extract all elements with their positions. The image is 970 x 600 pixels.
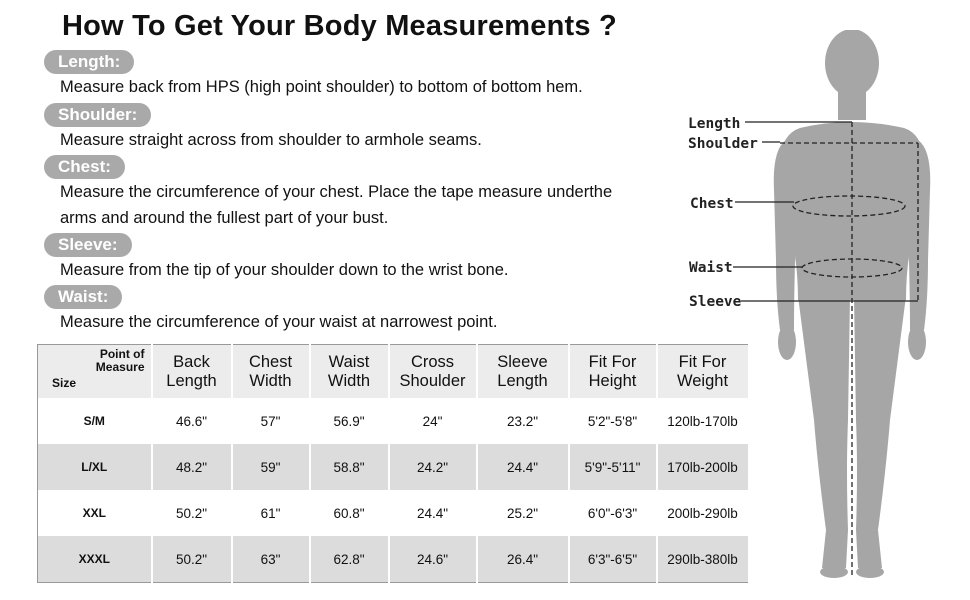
sleeve-description: Measure from the tip of your shoulder down to the wrist bone.	[60, 261, 509, 279]
table-cell: 5'2"-5'8"	[569, 398, 657, 444]
table-cell: 25.2"	[477, 490, 569, 536]
figure-label-chest: Chest	[690, 196, 734, 212]
table-cell: 57"	[232, 398, 310, 444]
figure-label-length: Length	[688, 116, 741, 132]
figure-right-leg	[854, 296, 906, 568]
table-cell: 23.2"	[477, 398, 569, 444]
header-chest-width: Chest Width	[232, 345, 310, 399]
figure-right-foot	[856, 566, 884, 578]
human-silhouette	[774, 30, 931, 578]
table-cell: 24.4"	[477, 444, 569, 490]
table-cell: 5'9"-5'11"	[569, 444, 657, 490]
length-label: Length:	[44, 50, 134, 74]
figure-left-leg	[798, 296, 850, 568]
table-cell: 6'0"-6'3"	[569, 490, 657, 536]
table-row	[38, 536, 749, 583]
figure-left-foot	[820, 566, 848, 578]
figure-left-hand	[778, 324, 796, 360]
figure-head	[825, 30, 879, 97]
table-cell: 170lb-200lb	[657, 444, 749, 490]
table-cell: 290lb-380lb	[657, 536, 749, 583]
table-row	[38, 490, 749, 536]
table-cell: 24.2"	[389, 444, 477, 490]
table-cell: 58.8"	[310, 444, 389, 490]
size-cell: S/M	[38, 398, 152, 444]
length-description: Measure back from HPS (high point shoulder) to bottom of bottom hem.	[60, 78, 583, 96]
table-cell: 62.8"	[310, 536, 389, 583]
shoulder-description: Measure straight across from shoulder to armhole seams.	[60, 131, 482, 149]
table-cell: 56.9"	[310, 398, 389, 444]
sleeve-label: Sleeve:	[44, 233, 132, 257]
table-cell: 24.6"	[389, 536, 477, 583]
figure-label-shoulder: Shoulder	[688, 136, 758, 152]
point-of-measure-label: Point of Measure	[95, 347, 145, 374]
chest-label: Chest:	[44, 155, 125, 179]
table-cell: 24"	[389, 398, 477, 444]
table-cell: 50.2"	[152, 536, 232, 583]
table-cell: 6'3"-6'5"	[569, 536, 657, 583]
header-fit-for-height: Fit For Height	[569, 345, 657, 399]
figure-right-hand	[908, 324, 926, 360]
table-header-row	[38, 345, 749, 399]
table-cell: 26.4"	[477, 536, 569, 583]
waist-label: Waist:	[44, 285, 122, 309]
size-cell: XXXL	[38, 536, 152, 583]
corner-header-cell	[38, 345, 152, 399]
header-back-length: Back Length	[152, 345, 232, 399]
table-cell: 61"	[232, 490, 310, 536]
table-cell: 46.6"	[152, 398, 232, 444]
table-cell: 59"	[232, 444, 310, 490]
table-row	[38, 398, 749, 444]
table-cell: 120lb-170lb	[657, 398, 749, 444]
size-column-label: Size	[52, 376, 77, 390]
table-cell: 48.2"	[152, 444, 232, 490]
size-cell: XXL	[38, 490, 152, 536]
table-cell: 24.4"	[389, 490, 477, 536]
table-cell: 200lb-290lb	[657, 490, 749, 536]
table-cell: 50.2"	[152, 490, 232, 536]
shoulder-label: Shoulder:	[44, 103, 151, 127]
chest-description-line2: arms and around the fullest part of your bust.	[60, 209, 389, 227]
chest-description-line1: Measure the circumference of your chest. Place the tape measure underthe	[60, 183, 613, 201]
figure-neck	[838, 90, 866, 120]
body-measurement-figure	[680, 30, 970, 590]
figure-label-sleeve: Sleeve	[689, 294, 742, 310]
size-chart-table	[37, 344, 750, 583]
header-sleeve-length: Sleeve Length	[477, 345, 569, 399]
table-cell: 60.8"	[310, 490, 389, 536]
waist-description: Measure the circumference of your waist at narrowest point.	[60, 313, 498, 331]
table-row	[38, 444, 749, 490]
table-cell: 63"	[232, 536, 310, 583]
size-cell: L/XL	[38, 444, 152, 490]
header-waist-width: Waist Width	[310, 345, 389, 399]
header-fit-for-weight: Fit For Weight	[657, 345, 749, 399]
header-cross-shoulder: Cross Shoulder	[389, 345, 477, 399]
figure-label-waist: Waist	[689, 260, 733, 276]
page-title: How To Get Your Body Measurements ?	[62, 10, 617, 42]
